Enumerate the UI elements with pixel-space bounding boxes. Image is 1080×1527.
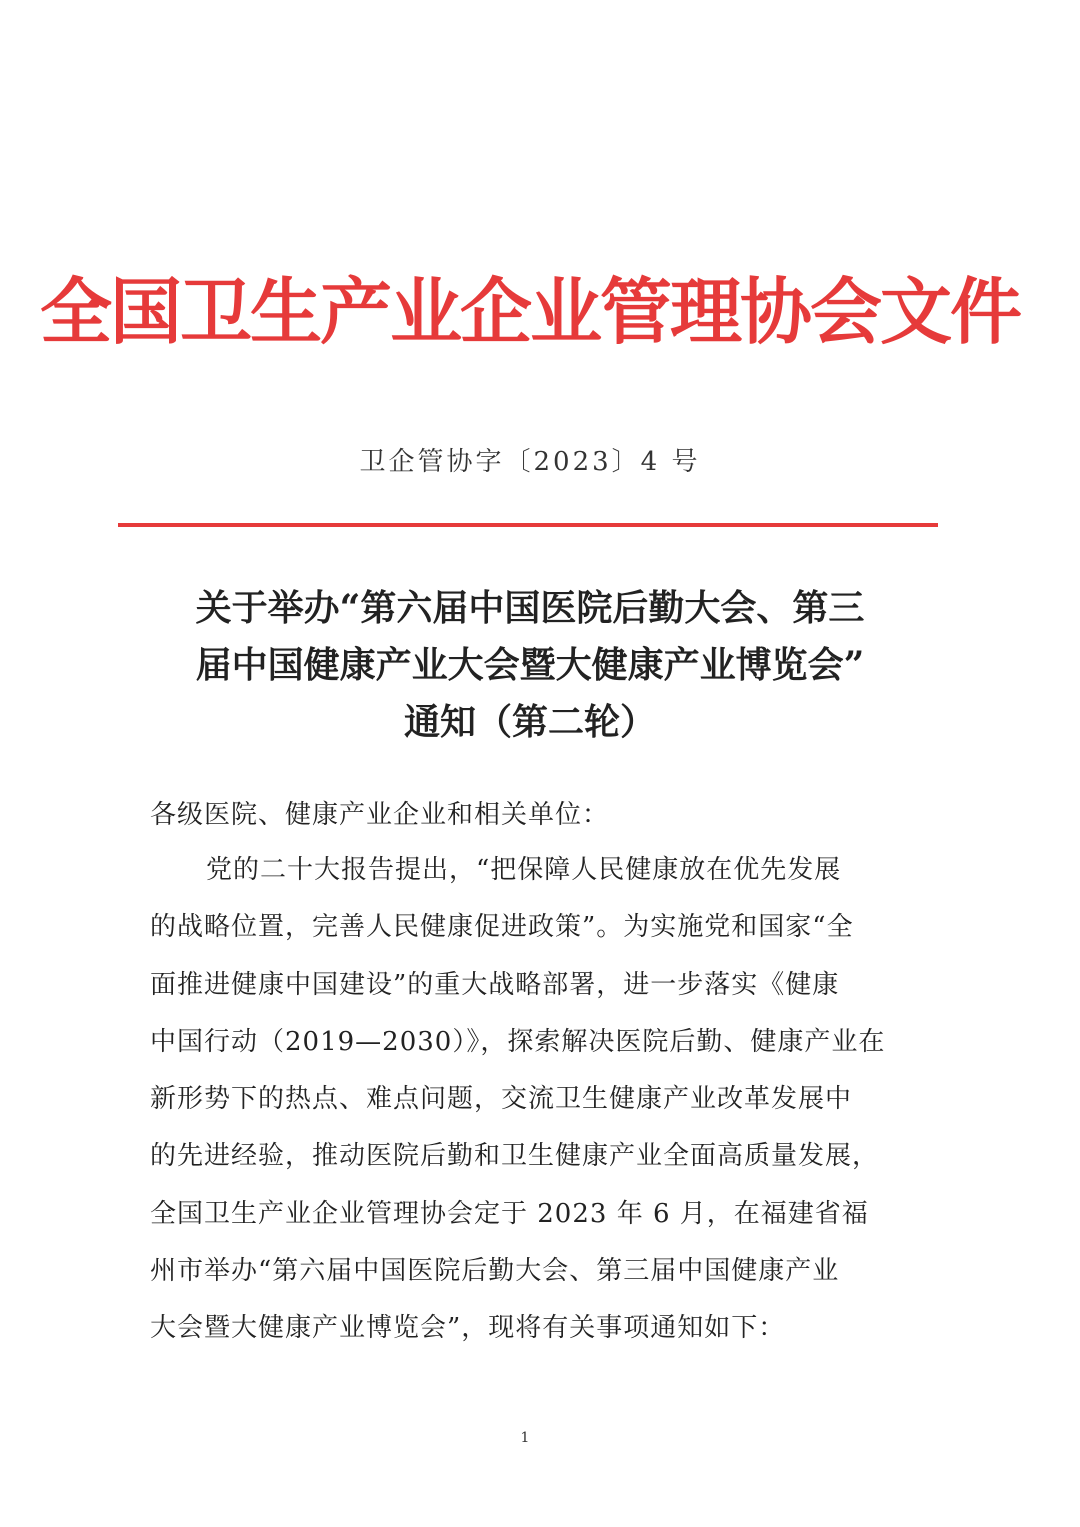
notice-title-line: 通知（第二轮） (403, 701, 656, 743)
body-line: 新形势下的热点、难点问题，交流卫生健康产业改革发展中 (150, 1084, 853, 1115)
body-line: 的先进经验，推动医院后勤和卫生健康产业全面高质量发展， (150, 1141, 880, 1172)
notice-title-line: 关于举办“第六届中国医院后勤大会、第三 (195, 587, 865, 629)
body-line: 面推进健康中国建设”的重大战略部署，进一步落实《健康 (150, 969, 840, 1000)
body-line: 中国行动（2019—2030）》，探索解决医院后勤、健康产业在 (150, 1026, 886, 1057)
body-line: 州市举办“第六届中国医院后勤大会、第三届中国健康产业 (150, 1256, 840, 1287)
document-header-title: 全国卫生产业企业管理协会文件 (39, 269, 1020, 354)
body-line: 的战略位置，完善人民健康促进政策”。为实施党和国家“全 (150, 912, 854, 943)
red-divider-line (118, 523, 938, 527)
salutation: 各级医院、健康产业企业和相关单位： (150, 800, 610, 830)
body-paragraph (150, 848, 920, 1364)
notice-title-line: 届中国健康产业大会暨大健康产业博览会” (195, 644, 865, 686)
document-number: 卫企管协字〔2023〕4 号 (359, 447, 701, 477)
body-line: 党的二十大报告提出，“把保障人民健康放在优先发展 (206, 855, 842, 885)
body-line: 大会暨大健康产业博览会”，现将有关事项通知如下： (150, 1313, 786, 1344)
body-line: 全国卫生产业企业管理协会定于 2023 年 6 月，在福建省福 (150, 1198, 869, 1229)
notice-title (130, 580, 930, 751)
page-number: 1 (520, 1430, 530, 1446)
